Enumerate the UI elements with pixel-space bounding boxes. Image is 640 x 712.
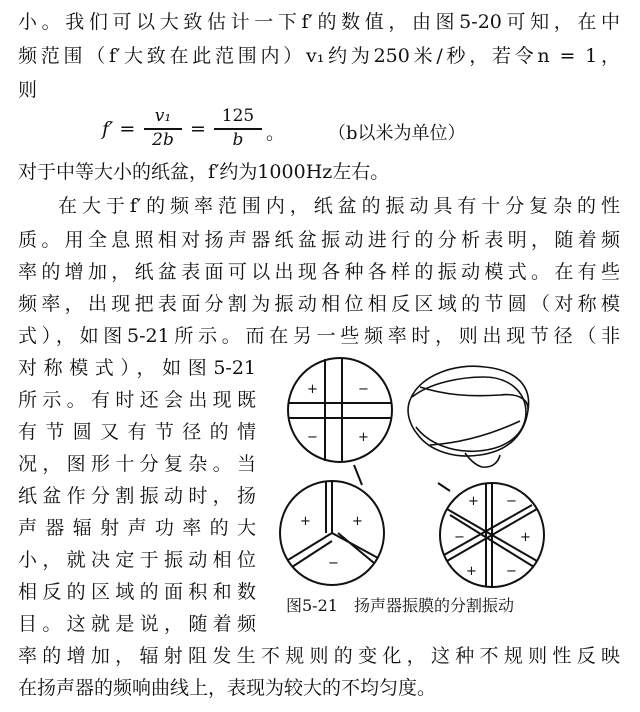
- text-line: 式），如图5-21所示。而在另一些频率时，则出现节径（非: [18, 325, 620, 347]
- sign-label: −: [358, 382, 369, 397]
- text-line: 在扬声器的频响曲线上，表现为较大的不均匀度。: [18, 677, 437, 699]
- text-line: 在大于f′的频率范围内，纸盆的振动具有十分复杂的性: [58, 195, 620, 217]
- formula-lhs: f′ =: [102, 118, 136, 140]
- text-line: 况，图形十分复杂。当: [18, 453, 256, 475]
- figure-panel-a: [288, 358, 392, 462]
- frac2-denominator: b: [232, 130, 244, 150]
- text-line: 率的增加，辐射阻发生不规则的变化，这种不规则性反映: [18, 645, 620, 667]
- text-line: 则: [18, 79, 38, 101]
- text-line: 目。这就是说，随着频: [18, 613, 256, 635]
- formula-unit-note: （b以米为单位）: [328, 123, 466, 144]
- text-line: 声器辐射声功率的大: [18, 517, 256, 539]
- sign-label: +: [307, 382, 318, 397]
- sign-label: −: [307, 430, 318, 445]
- text-line: 小，就决定于振动相位: [18, 549, 256, 571]
- sign-label: −: [506, 564, 517, 579]
- text-line: 频范围（f′大致在此范围内）v₁约为250米/秒，若令n = 1，: [18, 45, 620, 67]
- sign-label: +: [300, 514, 311, 529]
- formula-equals: =: [190, 118, 206, 140]
- text-line: 有节圆又有节径的情: [18, 421, 256, 443]
- figure-caption: 图5-21 扬声器振膜的分割振动: [286, 596, 514, 615]
- text-line: 率的增加，纸盆表面可以出现各种各样的振动模式。在有些: [18, 261, 620, 283]
- text-line: 纸盆作分割振动时，扬: [18, 485, 256, 507]
- sign-label: −: [454, 530, 465, 545]
- sign-label: +: [352, 514, 363, 529]
- sign-label: +: [520, 530, 531, 545]
- text-line: 质。用全息照相对扬声器纸盆振动进行的分析表明，随着频: [18, 229, 620, 251]
- sign-label: −: [506, 494, 517, 509]
- frac2-numerator: 125: [221, 106, 255, 126]
- sign-label: +: [468, 494, 479, 509]
- sign-label: +: [358, 430, 369, 445]
- sign-label: −: [328, 556, 339, 571]
- frac1-numerator: v₁: [154, 106, 172, 126]
- text-line: 所示。有时还会出现既: [18, 389, 256, 411]
- formula-period: 。: [266, 122, 286, 144]
- text-line: 对称模式），如图5-21: [18, 357, 256, 379]
- text-line: 对于中等大小的纸盆，f′约为1000Hz左右。: [18, 161, 390, 183]
- figure-5-21: [270, 355, 570, 590]
- text-line: 小。我们可以大致估计一下f′的数值，由图5-20可知，在中: [18, 11, 620, 33]
- text-line: 相反的区域的面积和数: [18, 581, 256, 603]
- figure-panel-b: [408, 366, 529, 467]
- frac1-denominator: 2b: [152, 130, 174, 150]
- text-line: 频率，出现把表面分割为振动相位相反区域的节圆（对称模: [18, 293, 620, 315]
- sign-label: +: [466, 564, 477, 579]
